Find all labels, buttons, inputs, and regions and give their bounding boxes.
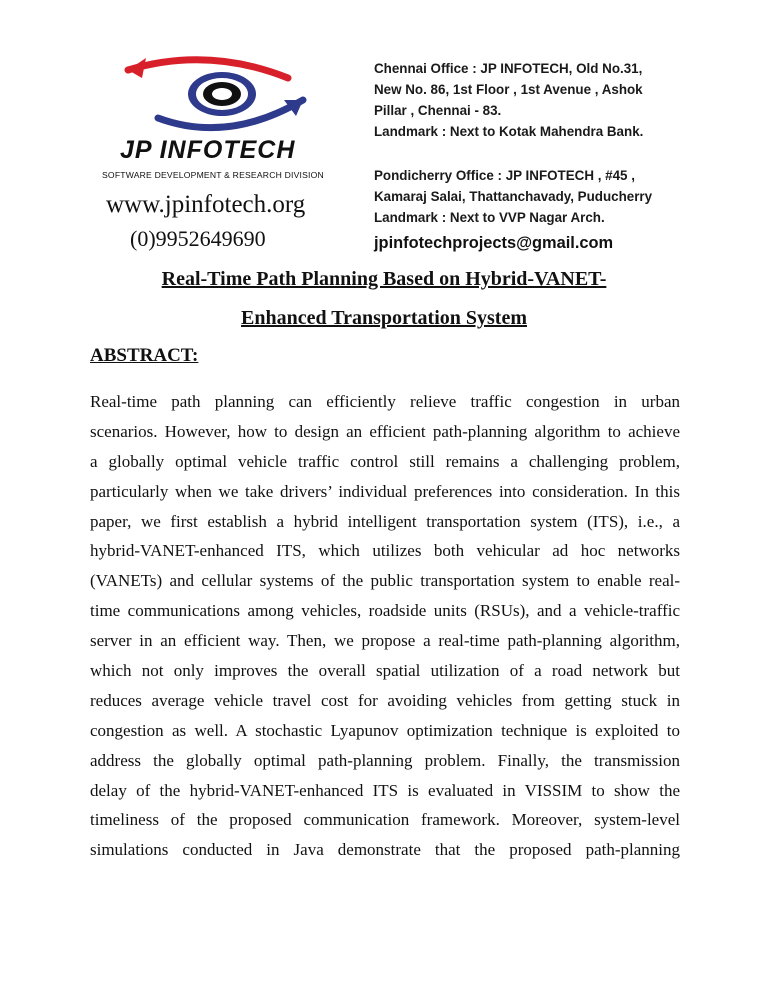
abstract-heading: ABSTRACT: (90, 345, 199, 366)
phone-number: (0)9952649690 (130, 226, 266, 251)
brand-name: JP INFOTECH (120, 136, 296, 164)
address-line: New No. 86, 1st Floor , 1st Avenue , Ashok (374, 82, 643, 97)
chennai-office-address (374, 58, 643, 142)
jp-infotech-logo-icon (98, 48, 338, 140)
pondicherry-office-address (374, 165, 652, 228)
letterhead-banner (92, 44, 680, 266)
paper-title-line-2: Enhanced Transportation System (241, 307, 527, 329)
address-line: Chennai Office : JP INFOTECH, Old No.31, (374, 61, 643, 76)
abstract-line: reduces average vehicle travel cost for avoiding vehicles from getting stuck in (90, 690, 680, 710)
abstract-line: a globally optimal vehicle traffic control still remains a challenging problem, (90, 451, 680, 471)
address-line: Pillar , Chennai - 83. (374, 103, 502, 118)
abstract-line: scenarios. However, how to design an efficient path-planning algorithm to achieve (90, 421, 680, 441)
abstract-line: (VANETs) and cellular systems of the public transportation system to enable real- (90, 571, 680, 591)
abstract-line: simulations conducted in Java demonstrate that the proposed path-planning (90, 840, 680, 860)
abstract-body (90, 387, 680, 865)
abstract-line: delay of the hybrid-VANET-enhanced ITS is evaluated in VISSIM to show the (90, 780, 680, 800)
paper-title-line-1: Real-Time Path Planning Based on Hybrid-VANET- (161, 268, 607, 290)
abstract-line: address the globally optimal path-planning problem. Finally, the transmission (90, 750, 680, 770)
abstract-line: time communications among vehicles, roadside units (RSUs), and a vehicle-traffic (90, 601, 680, 621)
abstract-line: paper, we first establish a hybrid intelligent transportation system (ITS), i.e., a (90, 511, 680, 531)
abstract-line: timeliness of the proposed communication framework. Moreover, system-level (90, 810, 680, 830)
address-line: Kamaraj Salai, Thattanchavady, Puducherry (374, 189, 653, 204)
address-line: Landmark : Next to Kotak Mahendra Bank. (374, 124, 644, 139)
abstract-line: particularly when we take drivers’ individual preferences into consideration. In this (90, 481, 680, 501)
address-line: Pondicherry Office : JP INFOTECH , #45 , (374, 168, 635, 183)
address-line: Landmark : Next to VVP Nagar Arch. (374, 210, 605, 225)
abstract-line: Real-time path planning can efficiently relieve traffic congestion in urban (90, 392, 680, 411)
website-url: www.jpinfotech.org (106, 191, 306, 218)
abstract-line: which not only improves the overall spatial utilization of a road network but (90, 661, 680, 681)
contact-email: jpinfotechprojects@gmail.com (374, 234, 614, 252)
abstract-line: congestion as well. A stochastic Lyapunov optimization technique is exploited to (90, 720, 680, 740)
abstract-line: hybrid-VANET-enhanced ITS, which utilizes both vehicular ad hoc networks (90, 541, 680, 561)
abstract-line: server in an efficient way. Then, we propose a real-time path-planning algorithm, (90, 631, 680, 651)
division-tagline: SOFTWARE DEVELOPMENT & RESEARCH DIVISION (102, 170, 324, 180)
